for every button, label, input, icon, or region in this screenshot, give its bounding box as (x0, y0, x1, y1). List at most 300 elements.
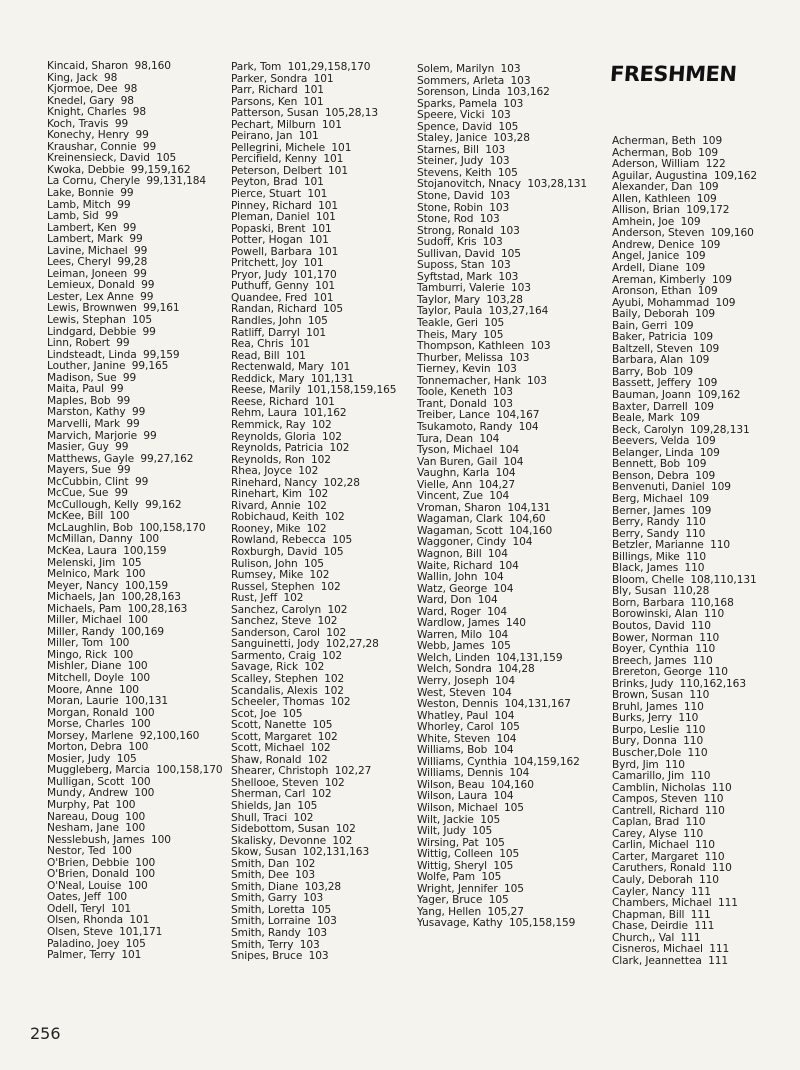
entry-name: Berner, James (612, 504, 685, 517)
entry-pages: 110 (708, 666, 728, 679)
entry-name: Lambert, Ken (47, 221, 117, 234)
index-column-4 (612, 136, 757, 967)
entry-name: Maita, Paul (47, 383, 104, 396)
entry-pages: 109 (699, 446, 720, 459)
entry-pages: 100 (113, 648, 134, 661)
entry-name: Byrd, Jim (612, 758, 659, 771)
entry-pages: 109 (679, 412, 700, 425)
entry-name: Smith, Lorraine (231, 915, 311, 928)
entry-name: Olsen, Rhonda (47, 914, 123, 927)
entry-pages: 109 (685, 262, 706, 275)
entry-pages: 110 (691, 619, 711, 632)
entry-name: Parr, Richard (231, 84, 298, 97)
entry-name: Cantrell, Richard (612, 804, 699, 817)
entry-pages: 109 (698, 146, 719, 159)
entry-pages: 110 (678, 712, 699, 725)
entry-name: Treiber, Lance (417, 409, 490, 422)
entry-pages: 111 (709, 943, 730, 956)
entry-pages: 99 (134, 475, 149, 488)
entry-pages: 99 (114, 117, 129, 130)
entry-pages: 110 (692, 654, 713, 667)
entry-name: Mayers, Sue (47, 464, 111, 477)
entry-pages: 100 (130, 775, 151, 788)
entry-pages: 99 (133, 267, 147, 280)
entry-pages: 105 (311, 903, 332, 916)
entry-name: Billings, Mike (612, 550, 680, 563)
entry-pages: 99,161 (143, 302, 180, 315)
entry-pages: 101,171 (119, 926, 163, 939)
entry-pages: 100 (128, 741, 149, 754)
entry-pages: 105 (307, 315, 328, 328)
entry-pages: 105 (481, 871, 502, 884)
entry-pages: 104 (488, 628, 509, 641)
entry-name: Ayubi, Mohammad (612, 296, 710, 309)
entry-pages: 101 (314, 395, 335, 408)
entry-name: Lambert, Mark (47, 233, 124, 246)
entry-name: Michaels, Pam (47, 602, 122, 615)
entry-name: Rinehard, Nancy (231, 476, 318, 489)
entry-name: Rea, Chris (231, 338, 284, 351)
entry-name: Potter, Hogan (231, 234, 303, 247)
entry-name: Breech, James (612, 654, 687, 667)
entry-pages: 99 (115, 441, 129, 454)
entry-pages: 105 (304, 557, 324, 570)
entry-name: Odell, Teryl (47, 902, 105, 915)
entry-name: Kjormoe, Dee (47, 83, 118, 96)
entry-name: Chase, Deirdie (612, 920, 688, 933)
entry-name: Aderson, William (612, 158, 700, 171)
entry-name: Speere, Vicki (417, 109, 485, 122)
entry-pages: 102 (317, 730, 338, 743)
entry-name: Read, Bill (231, 349, 280, 362)
entry-pages: 105 (497, 166, 518, 179)
entry-name: Reynolds, Patricia (231, 442, 324, 455)
entry-name: Sparks, Pamela (417, 97, 497, 110)
entry-name: Williams, Dennis (417, 767, 504, 780)
entry-name: Lamb, Sid (47, 210, 99, 223)
entry-name: Marston, Kathy (47, 406, 126, 419)
entry-name: Baker, Patricia (612, 331, 687, 344)
entry-pages: 103 (316, 915, 337, 928)
entry-name: Wolfe, Pam (417, 871, 475, 884)
entry-name: Koch, Travis (47, 117, 109, 130)
entry-pages: 98 (123, 83, 138, 96)
entry-name: Bauman, Joann (612, 389, 691, 402)
entry-name: Rivard, Annie (231, 499, 301, 512)
entry-name: Waggoner, Cindy (417, 536, 507, 549)
entry-pages: 101,29,158,170 (287, 61, 371, 73)
entry-name: O'Brien, Donald (47, 868, 129, 881)
entry-name: Chapman, Bill (612, 908, 685, 921)
entry-pages: 92,100,160 (139, 729, 200, 742)
entry-name: Shields, Jan (231, 800, 291, 812)
entry-name: Solem, Marilyn (417, 63, 495, 75)
entry-name: Stojanovitch, Nnacy (417, 178, 521, 191)
entry-pages: 103,28,131 (527, 178, 587, 191)
entry-pages: 110,28 (672, 585, 710, 598)
entry-name: Muggleberg, Marcia (47, 764, 150, 777)
entry-pages: 99,159,162 (130, 163, 191, 176)
entry-pages: 103 (500, 63, 521, 75)
entry-pages: 100 (130, 718, 151, 731)
entry-name: Vincent, Zue (417, 490, 483, 503)
entry-pages: 103 (490, 259, 511, 272)
entry-name: Skow, Susan (231, 846, 297, 859)
entry-pages: 102 (309, 569, 330, 582)
entry-name: Berry, Randy (612, 516, 680, 529)
entry-name: King, Jack (47, 71, 98, 84)
entry-name: Peterson, Delbert (231, 164, 322, 177)
entry-pages: 99,165 (131, 360, 169, 373)
entry-name: Morsey, Marlene (47, 729, 134, 742)
entry-pages: 105 (332, 534, 353, 547)
entry-pages: 102 (298, 465, 319, 478)
entry-name: Remmick, Ray (231, 418, 306, 431)
entry-pages: 102 (324, 776, 345, 789)
entry-pages: 109 (700, 238, 721, 251)
entry-pages: 140 (505, 617, 526, 630)
entry-name: Kreinensieck, David (47, 152, 150, 165)
entry-name: Scott, Nanette (231, 719, 307, 732)
entry-pages: 100,28,163 (121, 591, 181, 604)
entry-pages: 100 (150, 833, 171, 846)
entry-pages: 102 (293, 811, 314, 824)
entry-pages: 103 (307, 927, 327, 940)
entry-name: Van Buren, Gail (417, 455, 498, 468)
entry-pages: 104 (494, 709, 515, 722)
entry-name: Toole, Keneth (417, 386, 487, 399)
entry-name: Sommers, Arleta (417, 74, 505, 87)
entry-name: Welch, Linden (417, 651, 490, 664)
entry-pages: 99,28 (117, 256, 148, 269)
entry-name: Melnico, Mark (47, 568, 120, 581)
entry-name: Sarmento, Craig (231, 649, 316, 662)
entry-name: Morse, Charles (47, 718, 125, 731)
entry-name: Watz, George (417, 582, 488, 595)
entry-pages: 99 (123, 221, 137, 234)
entry-pages: 102,28 (323, 476, 360, 489)
entry-name: Randan, Richard (231, 303, 317, 316)
entry-pages: 109,28,131 (689, 423, 750, 436)
entry-name: Meyer, Nancy (47, 579, 119, 592)
entry-name: Roxburgh, David (231, 545, 318, 558)
entry-pages: 102 (324, 672, 345, 685)
entry-pages: 102 (335, 823, 356, 836)
entry-name: Lindsteadt, Linda (47, 348, 137, 361)
entry-name: Robichaud, Keith (231, 511, 319, 524)
entry-pages: 100 (139, 533, 160, 546)
entry-pages: 105 (493, 859, 514, 872)
entry-pages: 104,159,162 (513, 755, 580, 768)
entry-name: Acherman, Beth (612, 135, 696, 147)
entry-name: Stone, Robin (417, 201, 483, 214)
entry-pages: 100 (134, 787, 155, 800)
entry-name: Sherman, Carl (231, 788, 306, 801)
section-header: FRESHMEN (609, 62, 738, 86)
entry-name: Alexander, Dan (612, 181, 693, 194)
page-number: 256 (30, 1024, 61, 1043)
entry-name: Welch, Sondra (417, 663, 492, 676)
entry-name: Bain, Gerri (612, 319, 668, 332)
entry-pages: 110,168 (690, 596, 734, 609)
entry-name: Ardell, Diane (612, 262, 679, 275)
entry-pages: 104,27 (478, 478, 516, 491)
entry-pages: 104,131,167 (504, 698, 571, 711)
entry-pages: 104 (489, 490, 510, 503)
entry-name: Scot, Joe (231, 707, 277, 720)
entry-pages: 104 (487, 547, 508, 560)
entry-pages: 104,160 (509, 524, 553, 537)
entry-pages: 110 (683, 735, 704, 748)
entry-name: Yang, Hellen (417, 905, 482, 918)
entry-name: Knight, Charles (47, 106, 127, 119)
entry-name: Buscher,Dole (612, 746, 682, 759)
entry-name: Warren, Milo (417, 628, 482, 641)
entry-pages: 110 (686, 550, 706, 563)
entry-pages: 99 (126, 417, 140, 430)
entry-pages: 105 (116, 752, 137, 765)
entry-name: Morgan, Ronald (47, 706, 129, 719)
entry-pages: 104,60 (509, 513, 546, 526)
entry-pages: 100,28,163 (127, 602, 188, 615)
entry-pages: 110 (687, 746, 708, 759)
entry-name: Ward, Don (417, 594, 472, 607)
entry-name: Percifield, Kenny (231, 153, 317, 166)
entry-pages: 104 (509, 767, 530, 780)
entry-pages: 102 (304, 661, 325, 674)
entry-pages: 100 (118, 683, 139, 696)
entry-pages: 102 (310, 742, 331, 755)
entry-name: Smith, Dan (231, 857, 289, 870)
entry-pages: 100 (125, 568, 146, 581)
entry-name: Reddick, Mary (231, 372, 305, 385)
entry-pages: 100,158,170 (139, 521, 206, 534)
entry-pages: 103 (308, 950, 329, 963)
entry-pages: 103,28 (304, 880, 342, 893)
entry-name: Berry, Sandy (612, 527, 680, 540)
entry-name: La Cornu, Cheryle (47, 175, 140, 188)
entry-name: Cisneros, Michael (612, 943, 703, 956)
entry-name: Miller, Michael (47, 614, 122, 627)
entry-name: Chambers, Michael (612, 897, 712, 910)
entry-name: Rooney, Mike (231, 522, 301, 535)
entry-name: Rumsey, Mike (231, 569, 304, 582)
entry-name: Smith, Garry (231, 892, 297, 905)
entry-pages: 111 (690, 908, 711, 921)
entry-pages: 101 (306, 326, 327, 339)
entry-pages: 109 (694, 400, 714, 413)
entry-name: Starnes, Bill (417, 143, 479, 156)
entry-name: Burks, Jerry (612, 712, 672, 725)
entry-pages: 99 (114, 487, 128, 500)
entry-pages: 104 (487, 605, 508, 618)
entry-name: McCue, Sue (47, 487, 109, 500)
entry-name: Thurber, Melissa (417, 351, 504, 364)
entry-name: Bloom, Chelle (612, 573, 684, 586)
index-entry (231, 951, 396, 963)
entry-pages: 100 (109, 510, 130, 523)
entry-pages: 100 (128, 614, 148, 627)
entry-name: Puthuff, Genny (231, 280, 309, 293)
entry-pages: 110 (685, 723, 706, 736)
entry-pages: 101 (323, 153, 344, 166)
entry-name: Lamb, Mitch (47, 198, 111, 211)
entry-name: Tura, Dean (417, 432, 474, 445)
entry-pages: 103 (482, 236, 503, 249)
entry-name: Cayler, Nancy (612, 885, 685, 898)
entry-name: Ward, Roger (417, 605, 481, 618)
entry-pages: 109 (695, 435, 716, 448)
entry-name: Mulligan, Scott (47, 775, 125, 788)
entry-name: McMillan, Danny (47, 533, 133, 546)
entry-name: McCubbin, Clint (47, 475, 129, 488)
entry-pages: 110 (711, 862, 732, 875)
entry-pages: 105 (504, 882, 524, 895)
entry-pages: 104 (493, 744, 514, 757)
entry-name: Pierce, Stuart (231, 188, 302, 201)
entry-name: Beck, Carolyn (612, 423, 684, 436)
entry-pages: 98 (132, 106, 147, 119)
entry-pages: 101 (289, 338, 310, 351)
entry-name: Aronson, Ethan (612, 285, 692, 298)
entry-name: Yusavage, Kathy (417, 917, 503, 930)
entry-pages: 102 (306, 522, 327, 535)
entry-name: Caplan, Brad (612, 816, 680, 829)
entry-name: Wagaman, Clark (417, 513, 503, 526)
entry-name: Vaughn, Karla (417, 467, 490, 480)
entry-name: Patterson, Susan (231, 107, 319, 120)
entry-pages: 109,172 (686, 204, 730, 217)
entry-pages: 101 (331, 141, 352, 154)
entry-pages: 99,27,162 (140, 452, 194, 465)
entry-pages: 109 (689, 492, 709, 505)
entry-pages: 109,162 (697, 389, 741, 402)
entry-name: Baltzell, Steven (612, 342, 693, 355)
entry-name: Born, Barbara (612, 596, 685, 609)
entry-name: Madison, Sue (47, 371, 117, 384)
entry-name: Wagnon, Bill (417, 547, 482, 560)
entry-name: Werry, Joseph (417, 674, 489, 687)
entry-pages: 103 (479, 213, 500, 226)
entry-pages: 104 (479, 432, 500, 445)
entry-pages: 105 (282, 707, 303, 720)
entry-pages: 105 (297, 800, 318, 812)
entry-name: Popaski, Brent (231, 222, 306, 235)
entry-name: Smith, Dee (231, 869, 289, 882)
entry-pages: 109 (697, 377, 718, 390)
entry-pages: 105 (490, 640, 511, 653)
entry-pages: 102 (332, 834, 353, 847)
entry-name: Beevers, Velda (612, 435, 690, 448)
entry-name: Wallin, John (417, 571, 478, 584)
entry-pages: 101 (308, 234, 329, 247)
entry-pages: 101 (298, 130, 319, 143)
entry-pages: 109 (691, 504, 712, 517)
entry-name: Tyson, Michael (417, 444, 493, 457)
entry-name: Clark, Jeannettea (612, 954, 702, 967)
entry-pages: 110 (704, 804, 725, 817)
entry-name: Rhea, Joyce (231, 465, 292, 478)
entry-pages: 105 (472, 825, 493, 838)
entry-name: Whorley, Carol (417, 721, 494, 734)
entry-pages: 99 (120, 187, 134, 200)
entry-name: Rust, Jeff (231, 592, 278, 605)
entry-pages: 103 (489, 155, 510, 168)
entry-name: Paladino, Joey (47, 937, 120, 950)
entry-name: Burpo, Leslie (612, 723, 680, 736)
entry-name: Steiner, Judy (417, 155, 484, 168)
entry-name: Kwoka, Debbie (47, 163, 125, 176)
entry-pages: 104 (498, 559, 519, 572)
entry-pages: 103,27,164 (488, 305, 549, 318)
entry-name: Wilt, Judy (417, 825, 466, 838)
entry-name: Mitchell, Doyle (47, 671, 124, 684)
entry-pages: 104 (493, 790, 514, 803)
entry-pages: 110 (698, 874, 719, 886)
entry-name: Williams, Cynthia (417, 755, 508, 768)
entry-name: Miller, Randy (47, 625, 115, 638)
entry-pages: 100 (127, 879, 148, 892)
entry-name: Wirsing, Pat (417, 836, 479, 849)
entry-name: Nestor, Ted (47, 845, 106, 858)
entry-pages: 101 (318, 245, 339, 258)
entry-pages: 110 (695, 643, 716, 656)
entry-pages: 99,162 (145, 498, 182, 511)
entry-pages: 105 (484, 317, 505, 330)
entry-pages: 102 (330, 696, 351, 709)
entry-pages: 110 (711, 781, 732, 794)
entry-name: West, Steven (417, 686, 486, 699)
entry-name: Areman, Kimberly (612, 273, 706, 286)
entry-name: Ratliff, Darryl (231, 326, 300, 339)
entry-pages: 103 (490, 109, 511, 122)
entry-pages: 105 (498, 120, 519, 133)
entry-name: Mingo, Rick (47, 648, 107, 661)
entry-name: Black, James (612, 562, 679, 575)
entry-pages: 101 (307, 188, 328, 201)
entry-pages: 104,160 (490, 778, 534, 791)
entry-pages: 110 (683, 827, 704, 840)
entry-pages: 103 (511, 282, 531, 295)
entry-pages: 101 (303, 176, 324, 189)
entry-pages: 101,170 (293, 268, 337, 281)
entry-name: Amhein, Joe (612, 215, 675, 228)
entry-name: Oates, Jeff (47, 891, 101, 904)
entry-name: McLaughlin, Bob (47, 521, 133, 534)
entry-pages: 110 (690, 770, 711, 783)
entry-pages: 102 (324, 684, 344, 697)
entry-name: Scandalis, Alexis (231, 684, 318, 697)
entry-pages: 103 (503, 97, 524, 110)
entry-pages: 109 (689, 354, 710, 367)
entry-name: Taylor, Mary (417, 293, 481, 306)
entry-pages: 111 (708, 954, 729, 967)
entry-pages: 109 (695, 308, 715, 321)
entry-name: Vielle, Ann (417, 478, 473, 491)
entry-name: Brereton, George (612, 666, 702, 679)
entry-pages: 99,159 (143, 348, 180, 361)
entry-pages: 103 (489, 201, 510, 214)
entry-name: Sullivan, David (417, 247, 495, 260)
entry-pages: 105 (323, 545, 344, 558)
index-column-3 (417, 64, 587, 930)
entry-pages: 100,131 (124, 695, 169, 708)
entry-name: Sorenson, Linda (417, 86, 501, 99)
entry-pages: 105 (484, 836, 505, 849)
entry-name: Andrew, Denice (612, 238, 694, 251)
entry-name: Rowland, Rebecca (231, 534, 326, 547)
entry-name: Bury, Donna (612, 735, 677, 748)
